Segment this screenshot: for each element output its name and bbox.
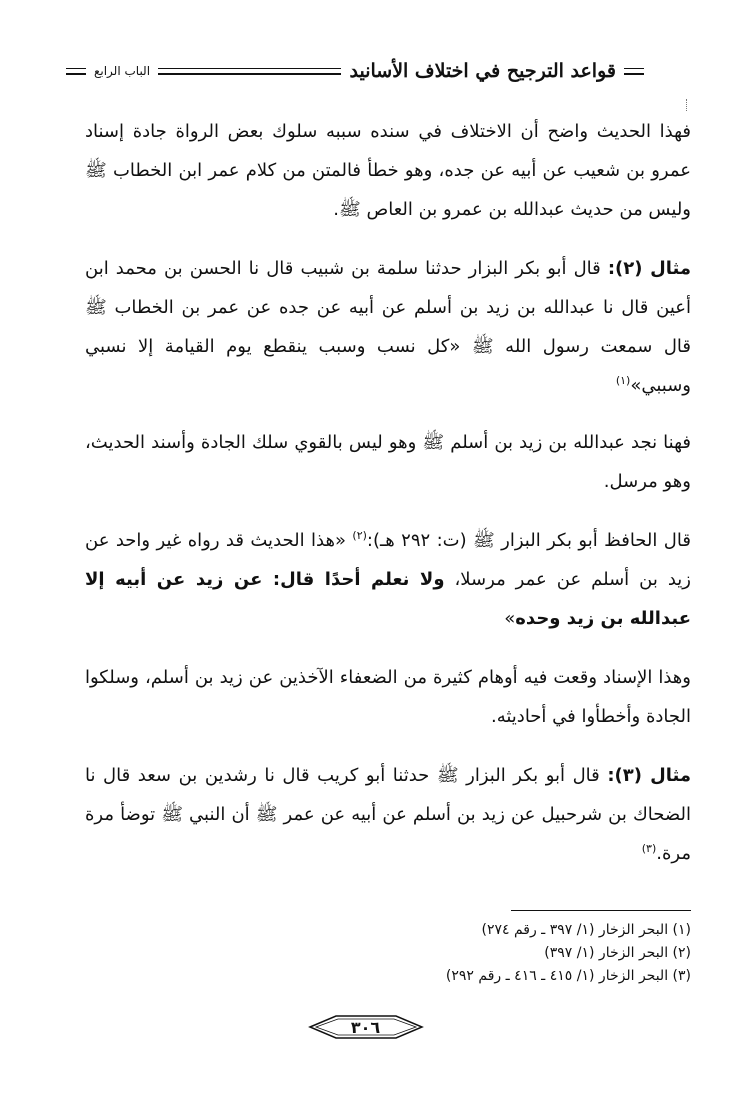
running-header <box>66 54 644 88</box>
footnote: (١) البحر الزخار (١/ ٣٩٧ ـ رقم ٢٧٤) <box>481 922 691 938</box>
footnote-separator <box>511 910 691 911</box>
example-3: مثال (٣): قال أبو بكر البزار ﷺ حدثنا أبو كريب قال نا رشدين بن سعد قال نا الضحاك بن شرحبيل عن زيد بن أسلم عن أبيه عن عمر ﷺ أن النبي ﷺ توضأ مرة مرة.$^{(٣)}$ <box>85 765 691 864</box>
header-rule <box>158 68 341 75</box>
footnote-ref: (٣) <box>641 842 657 855</box>
example-label: مثال (٢): <box>607 258 691 279</box>
header-ornament <box>624 68 644 75</box>
book-title: قواعد الترجيح في اختلاف الأسانيد <box>349 60 616 82</box>
paragraph-3: قال الحافظ أبو بكر البزار ﷺ (ت: ٢٩٢ هـ):$^{(٢)}$ «هذا الحديث قد رواه غير واحد عن زيد بن أسلم عن عمر مرسلا، ولا نعلم أحدًا قال: عن زيد عن أبيه إلا عبدالله بن زيد وحده» <box>85 529 692 629</box>
example-label: مثال (٣): <box>607 765 691 786</box>
footnote: (٢) البحر الزخار (١/ ٣٩٧) <box>544 945 691 961</box>
margin-mark <box>686 99 689 111</box>
chapter-title: الباب الرابع <box>94 64 151 78</box>
page-number: ٣٠٦ <box>306 1012 426 1042</box>
footnotes <box>85 919 691 988</box>
paragraph-1: فهذا الحديث واضح أن الاختلاف في سنده سببه سلوك بعض الرواة جادة إسناد عمرو بن شعيب عن أبيه عن جده، وهو خطأ فالمتن من كلام عمر ابن الخطاب ﷺ وليس من حديث عبدالله بن عمرو بن العاص ﷺ. <box>85 121 691 220</box>
footnote: (٣) البحر الزخار (١/ ٤١٥ ـ ٤١٦ ـ رقم ٢٩٢) <box>445 968 691 984</box>
footnote-ref: (١) <box>615 374 631 387</box>
example-2: مثال (٢): قال أبو بكر البزار حدثنا سلمة بن شبيب قال نا الحسن بن محمد ابن أعين قال نا عبدالله بن زيد بن أسلم عن أبيه عن جده عن عمر بن الخطاب ﷺ قال سمعت رسول الله ﷺ «كل نسب وسبب ينقطع يوم القيامة إلا نسبي وسببي»$^{(١)}$ <box>85 258 691 396</box>
paragraph-2: فهنا نجد عبدالله بن زيد بن أسلم ﷺ وهو ليس بالقوي سلك الجادة وأسند الحديث، وهو مرسل. <box>85 432 691 492</box>
paragraph-4: وهذا الإسناد وقعت فيه أوهام كثيرة من الضعفاء الآخذين عن زيد بن أسلم، وسلكوا الجادة وأخطأوا في أحاديثه. <box>85 667 691 727</box>
bold-quote: ولا نعلم أحدًا قال: عن زيد عن أبيه إلا عبدالله بن زيد وحده <box>85 569 691 629</box>
header-ornament <box>66 68 86 75</box>
main-text <box>85 112 691 893</box>
footnote-ref: (٢) <box>352 529 367 542</box>
